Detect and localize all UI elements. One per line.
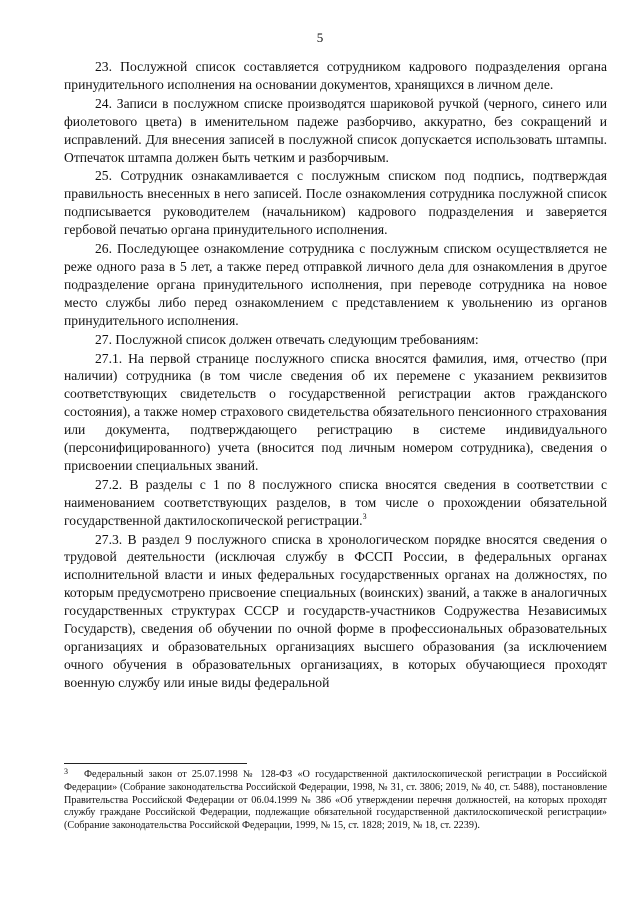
- document-body: [64, 58, 607, 692]
- paragraph-25: 25. Сотрудник ознакамливается с послужным списком под подпись, подтверждая правильность внесенных в него записей. После ознакомления сотрудника послужной список подписывается руководителем (начальником) кадрового подразделения и заверяется гербовой печатью органа принудительного исполнения.: [64, 168, 607, 238]
- paragraph-27: 27. Послужной список должен отвечать следующим требованиям:: [95, 331, 479, 347]
- paragraph-27-1: 27.1. На первой странице послужного списка вносятся фамилия, имя, отчество (при наличии) сотрудника (в том числе сведения об их перемене с указанием реквизитов соответствующих свидетельств о государственной регистрации актов гражданского состояния), а также номер страхового свидетельства обязательного пенсионного страхования или документа, подтверждающего регистрацию в системе индивидуального (персонифицированного) учета (вносится под личным номером сотрудника), сведения о присвоении специальных званий.: [64, 350, 607, 473]
- footnote: 3 Федеральный закон от 25.07.1998 № 128-ФЗ «О государственной дактилоскопической регистрации в Российской Федерации» (Собрание законодательства Российской Федерации, 1998, № 31, ст. 3806; 2019, № 40, ст. 5488), постановление Правительства Российской Федерации от 06.04.1999 № 386 «Об утверждении перечня должностей, на которых проходят службу граждане Российской Федерации, подлежащие обязательной государственной дактилоскопической регистрации» (Собрание законодательства Российской Федерации, 1999, № 15, ст. 1828; 2019, № 18, ст. 2239).: [64, 767, 607, 832]
- paragraph-27-3: 27.3. В раздел 9 послужного списка в хронологическом порядке вносятся сведения о трудовой деятельности (исключая службу в ФССП России, в федеральных органах исполнительной власти и иных федеральных государственных органах на должностях, по которым предусмотрено присвоение специальных (воинских) званий, а также в аналогичных государственных структурах СССР и государств-участников Содружества Независимых Государств), сведения об обучении по очной форме в профессиональных образовательных организациях и образовательных организациях высшего образования (за исключением очного обучения в образовательных организациях, в которых обучающиеся проходят военную службу или иные виды федеральной: [64, 531, 607, 690]
- paragraph-27-2-text: 27.2. В разделы с 1 по 8 послужного списка вносятся сведения в соответствии с наименованием соответствующих разделов, в том числе о прохождении обязательной государственной дактилоскопической регистрации.: [64, 476, 607, 528]
- footnote-separator: [64, 763, 247, 764]
- page-number: 5: [316, 30, 324, 45]
- paragraph-27-2: [64, 476, 607, 530]
- footnote-reference[interactable]: 3: [362, 511, 367, 521]
- paragraph-24: 24. Записи в послужном списке производятся шариковой ручкой (черного, синего или фиолетового цвета) в именительном падеже разборчиво, аккуратно, без сокращений и исправлений. Для внесения записей в послужной список допускается использовать штампы. Отпечаток штампа должен быть четким и разборчивым.: [64, 95, 607, 165]
- paragraph-23: 23. Послужной список составляется сотрудником кадрового подразделения органа принудительного исполнения на основании документов, хранящихся в личном деле.: [64, 59, 607, 92]
- footnote-text: Федеральный закон от 25.07.1998 № 128-ФЗ «О государственной дактилоскопической регистрации в Российской Федерации» (Собрание законодательства Российской Федерации, 1998, № 31, ст. 3806; 2019, № 40, ст. 5488), постановление Правительства Российской Федерации от 06.04.1999 № 386 «Об утверждении перечня должностей, на которых проходят службу граждане Российской Федерации, подлежащие обязательной государственной дактилоскопической регистрации» (Собрание законодательства Российской Федерации, 1999, № 15, ст. 1828; 2019, № 18, ст. 2239).: [64, 769, 607, 832]
- paragraph-26: 26. Последующее ознакомление сотрудника с послужным списком осуществляется не реже одного раза в 5 лет, а также перед отправкой личного дела для ознакомления в другое подразделение органа принудительного исполнения, при переводе сотрудника на новое место службы либо перед ознакомлением с представлением к увольнению из органов принудительного исполнения.: [64, 241, 607, 328]
